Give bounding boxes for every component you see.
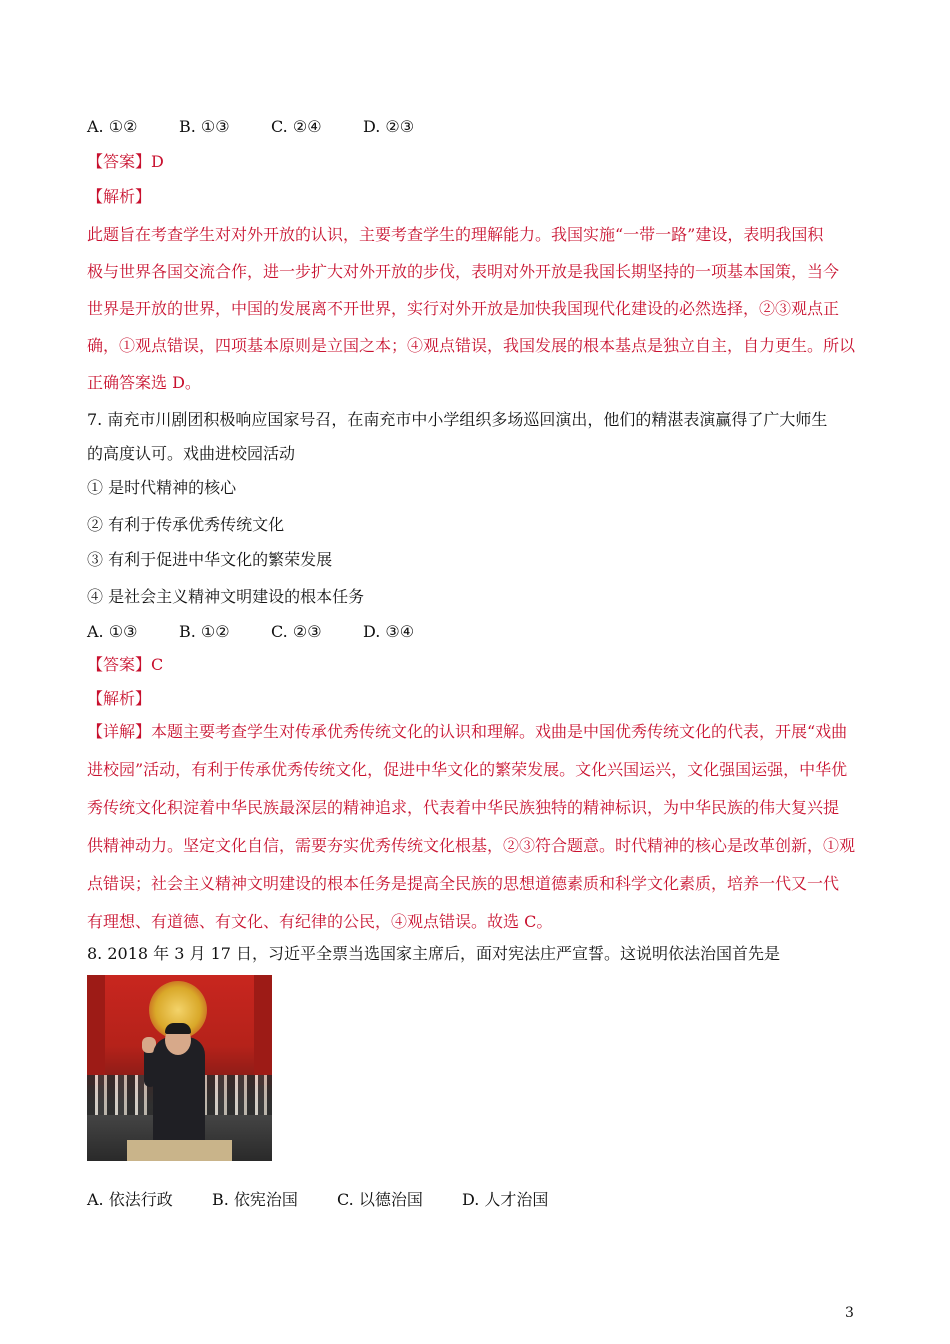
photo-speaker-hair <box>165 1023 191 1034</box>
q8-option-b: B. 依宪治国 <box>212 1190 298 1209</box>
q6-analysis-line: 确，①观点错误，四项基本原则是立国之本；④观点错误，我国发展的根本基点是独立自主，自力更生。所以 <box>87 336 856 355</box>
q7-stem-line: 的高度认可。戏曲进校园活动 <box>87 444 296 463</box>
q7-option-c: C. ②③ <box>271 622 322 641</box>
q6-option-d: D. ②③ <box>363 117 415 136</box>
q8-option-a: A. 依法行政 <box>87 1190 173 1209</box>
q8-options <box>87 1190 548 1210</box>
q7-stem-line: 7. 南充市川剧团积极响应国家号召，在南充市中小学组织多场巡回演出，他们的精湛表演赢得了广大师生 <box>87 410 828 429</box>
q7-analysis-line: 有理想、有道德、有文化、有纪律的公民，④观点错误。故选 C。 <box>87 912 553 931</box>
oath-photo <box>87 975 272 1161</box>
q6-analysis-line: 正确答案选 D。 <box>87 373 201 392</box>
q7-answer: 【答案】C <box>87 655 164 674</box>
q8-stem: 8. 2018 年 3 月 17 日，习近平全票当选国家主席后，面对宪法庄严宣誓。这说明依法治国首先是 <box>87 944 781 963</box>
q7-option-d: D. ③④ <box>363 622 415 641</box>
q6-option-b: B. ①③ <box>179 117 230 136</box>
photo-podium <box>127 1140 232 1161</box>
q7-options <box>87 622 414 642</box>
q7-item: ③ 有利于促进中华文化的繁荣发展 <box>87 550 333 569</box>
q7-option-a: A. ①③ <box>87 622 138 641</box>
q6-analysis-line: 极与世界各国交流合作，进一步扩大对外开放的步伐，表明对外开放是我国长期坚持的一项基本国策，当今 <box>87 262 840 281</box>
photo-curtain-right <box>254 975 272 1085</box>
q6-answer: 【答案】D <box>87 152 164 171</box>
q8-option-c: C. 以德治国 <box>337 1190 423 1209</box>
q6-option-a: A. ①② <box>87 117 138 136</box>
q6-analysis-line: 此题旨在考查学生对对外开放的认识，主要考查学生的理解能力。我国实施“一带一路”建设，表明我国积 <box>87 225 824 244</box>
q7-analysis-line: 供精神动力。坚定文化自信，需要夯实优秀传统文化根基，②③符合题意。时代精神的核心是改革创新，①观 <box>87 836 856 855</box>
q8-option-d: D. 人才治国 <box>462 1190 549 1209</box>
q7-option-b: B. ①② <box>179 622 230 641</box>
q7-analysis-title: 【解析】 <box>87 689 152 708</box>
q7-analysis-line: 进校园”活动，有利于传承优秀传统文化，促进中华文化的繁荣发展。文化兴国运兴，文化强国运强，中华优 <box>87 760 848 779</box>
photo-curtain-left <box>87 975 105 1085</box>
q7-analysis-line: 【详解】本题主要考查学生对传承优秀传统文化的认识和理解。戏曲是中国优秀传统文化的代表，开展“戏曲 <box>87 722 848 741</box>
q6-analysis-title: 【解析】 <box>87 187 152 206</box>
q6-options <box>87 117 414 137</box>
q7-analysis-line: 点错误；社会主义精神文明建设的根本任务是提高全民族的思想道德素质和科学文化素质，培养一代又一代 <box>87 874 840 893</box>
q7-analysis-line: 秀传统文化积淀着中华民族最深层的精神追求，代表着中华民族独特的精神标识，为中华民族的伟大复兴提 <box>87 798 840 817</box>
q7-item: ① 是时代精神的核心 <box>87 478 237 497</box>
q6-option-c: C. ②④ <box>271 117 322 136</box>
q6-analysis-line: 世界是开放的世界，中国的发展离不开世界，实行对外开放是加快我国现代化建设的必然选择，②③观点正 <box>87 299 840 318</box>
q7-item: ② 有利于传承优秀传统文化 <box>87 515 285 534</box>
page-number: 3 <box>845 1305 854 1321</box>
q7-item: ④ 是社会主义精神文明建设的根本任务 <box>87 587 365 606</box>
